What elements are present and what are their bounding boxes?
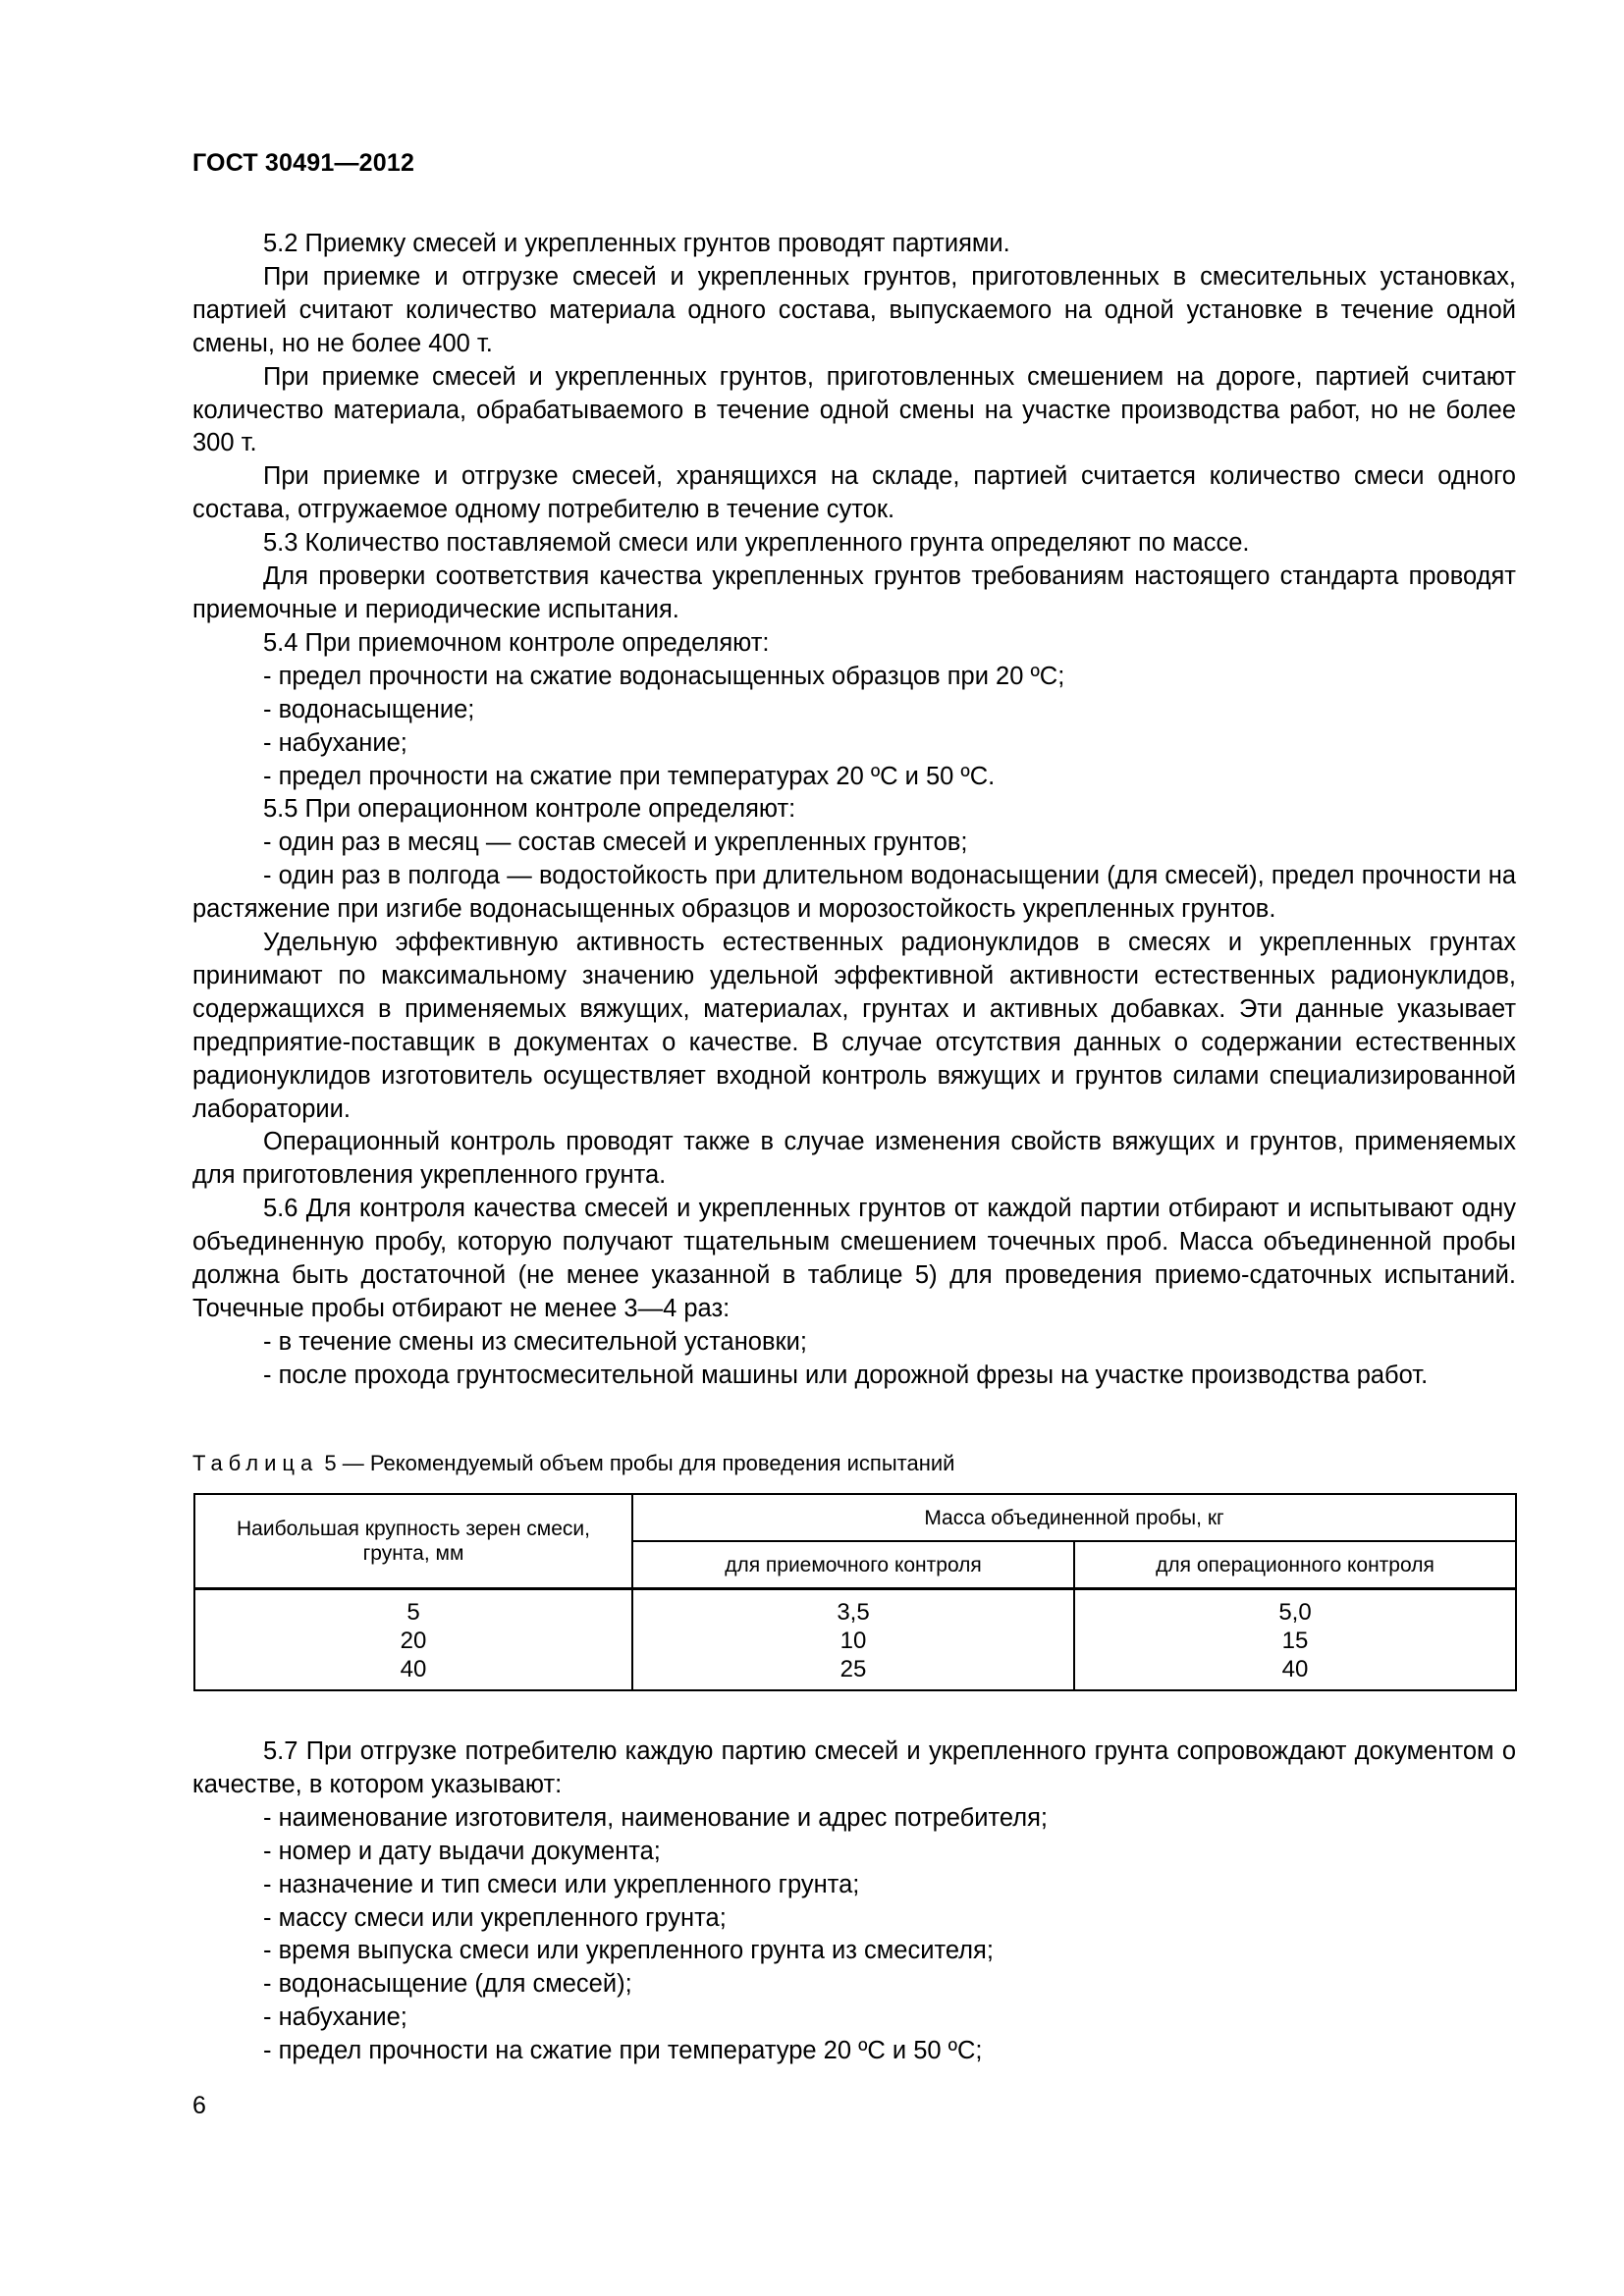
list-item: - в течение смены из смесительной установки; [263, 1327, 808, 1356]
acceptance-mass-values [632, 1589, 1074, 1691]
paragraph: При приемке и отгрузке смесей и укрепленных грунтов, приготовленных в смесительных установках, партией считают количество материала одного состава, выпускаемого на одной установке в течение одной смены, но не более 400 т. [192, 262, 1516, 357]
table-caption [192, 1449, 954, 1478]
paragraph: 5.7 При отгрузке потребителю каждую партию смесей и укрепленного грунта сопровождают документом о качестве, в котором указывают: [192, 1737, 1516, 1798]
document-header: ГОСТ 30491—2012 [192, 149, 415, 177]
list-item: - предел прочности на сжатие при температуре 20 ºС и 50 ºС; [263, 2037, 983, 2065]
table-cell: 40 [1281, 1656, 1309, 1682]
paragraph: 5.5 При операционном контроле определяют: [263, 795, 796, 824]
table-caption-label: Таблица [192, 1451, 319, 1475]
table-cell: 25 [839, 1656, 867, 1682]
table-5 [193, 1493, 1515, 1691]
paragraph: Операционный контроль проводят также в случае изменения свойств вяжущих и грунтов, применяемых для приготовления укрепленного грунта. [192, 1128, 1516, 1190]
paragraph: 5.2 Приемку смесей и укрепленных грунтов проводят партиями. [263, 230, 1010, 257]
list-item: - набухание; [263, 2003, 407, 2032]
header-acceptance-control: для приемочного контроля [632, 1541, 1074, 1589]
list-item: - предел прочности на сжатие водонасыщенных образцов при 20 ºС; [263, 662, 1065, 690]
paragraph: Удельную эффективную активность естественных радионуклидов в смесях и укрепленных грунтах принимают по максимальному значению удельной эффективной активности естественных радионуклидов, содержащихся в применяемых вяжущих, материалах, грунтах и активных добавках. Эти данные указывает предприятие-поставщик в документах о качестве. В случае отсутствия данных о содержании естественных радионуклидов изготовитель осуществляет входной контроль вяжущих и грунтов силами специализированной лаборатории. [192, 929, 1516, 1123]
list-item: - время выпуска смеси или укрепленного грунта из смесителя; [263, 1937, 994, 1965]
list-item: - водонасыщение (для смесей); [263, 1970, 632, 1999]
paragraph: При приемке и отгрузке смесей, хранящихся на складе, партией считается количество смеси одного состава, отгружаемое одному потребителю в течение суток. [192, 462, 1516, 524]
body-section-1 [192, 228, 1516, 1393]
list-item: - предел прочности на сжатие при температурах 20 ºС и 50 ºС. [263, 762, 996, 790]
table-caption-title: 5 — Рекомендуемый объем пробы для проведения испытаний [318, 1451, 955, 1475]
table-cell: 5 [406, 1599, 420, 1626]
list-item: - один раз в месяц — состав смесей и укрепленных грунтов; [263, 828, 968, 857]
paragraph: При приемке смесей и укрепленных грунтов, приготовленных смешением на дороге, партией считают количество материала, обрабатываемого в течение одной смены на участке производства работ, но не более 300 т. [192, 362, 1516, 457]
table-cell: 15 [1281, 1628, 1309, 1654]
paragraph: Для проверки соответствия качества укрепленных грунтов требованиям настоящего стандарта проводят приемочные и периодические испытания. [192, 562, 1516, 623]
paragraph: 5.3 Количество поставляемой смеси или укрепленного грунта определяют по массе. [263, 529, 1250, 558]
header-operational-control: для операционного контроля [1074, 1541, 1516, 1589]
paragraph: 5.4 При приемочном контроле определяют: [263, 628, 770, 657]
table-cell: 20 [400, 1628, 427, 1654]
list-item: - после прохода грунтосмесительной машины или дорожной фрезы на участке производства работ. [263, 1361, 1429, 1389]
list-item: - набухание; [263, 728, 407, 757]
sample-volume-table [193, 1493, 1517, 1691]
table-header-row [194, 1494, 1516, 1541]
list-item: - наименование изготовителя, наименование и адрес потребителя; [263, 1803, 1048, 1832]
list-item: - назначение и тип смеси или укрепленного грунта; [263, 1870, 860, 1898]
grain-size-values [194, 1589, 632, 1691]
paragraph: 5.6 Для контроля качества смесей и укрепленных грунтов от каждой партии отбирают и испытывают одну объединенную пробу, которую получают тщательным смешением точечных проб. Масса объединенной пробы должна быть достаточной (не менее указанной в таблице 5) для проведения приемо-сдаточных испытаний. Точечные пробы отбирают не менее 3—4 раз: [192, 1195, 1516, 1322]
header-sample-mass: Масса объединенной пробы, кг [632, 1494, 1516, 1541]
list-item: - номер и дату выдачи документа; [263, 1837, 661, 1865]
list-item: - массу смеси или укрепленного грунта; [263, 1903, 727, 1932]
list-item: - водонасыщение; [263, 695, 475, 723]
body-section-2 [192, 1735, 1516, 2068]
paragraph: - один раз в полгода — водостойкость при длительном водонасыщении (для смесей), предел прочности на растяжение при изгибе водонасыщенных образцов и морозостойкость укрепленных грунтов. [192, 862, 1516, 924]
page-number: 6 [192, 2092, 206, 2119]
table-cell: 10 [839, 1628, 867, 1654]
operational-mass-values [1074, 1589, 1516, 1691]
table-cell: 40 [400, 1656, 427, 1682]
table-cell: 3,5 [837, 1599, 870, 1626]
table-cell: 5,0 [1278, 1599, 1312, 1626]
header-grain-size: Наибольшая крупность зерен смеси, грунта, мм [194, 1494, 632, 1589]
table-row [194, 1589, 1516, 1691]
